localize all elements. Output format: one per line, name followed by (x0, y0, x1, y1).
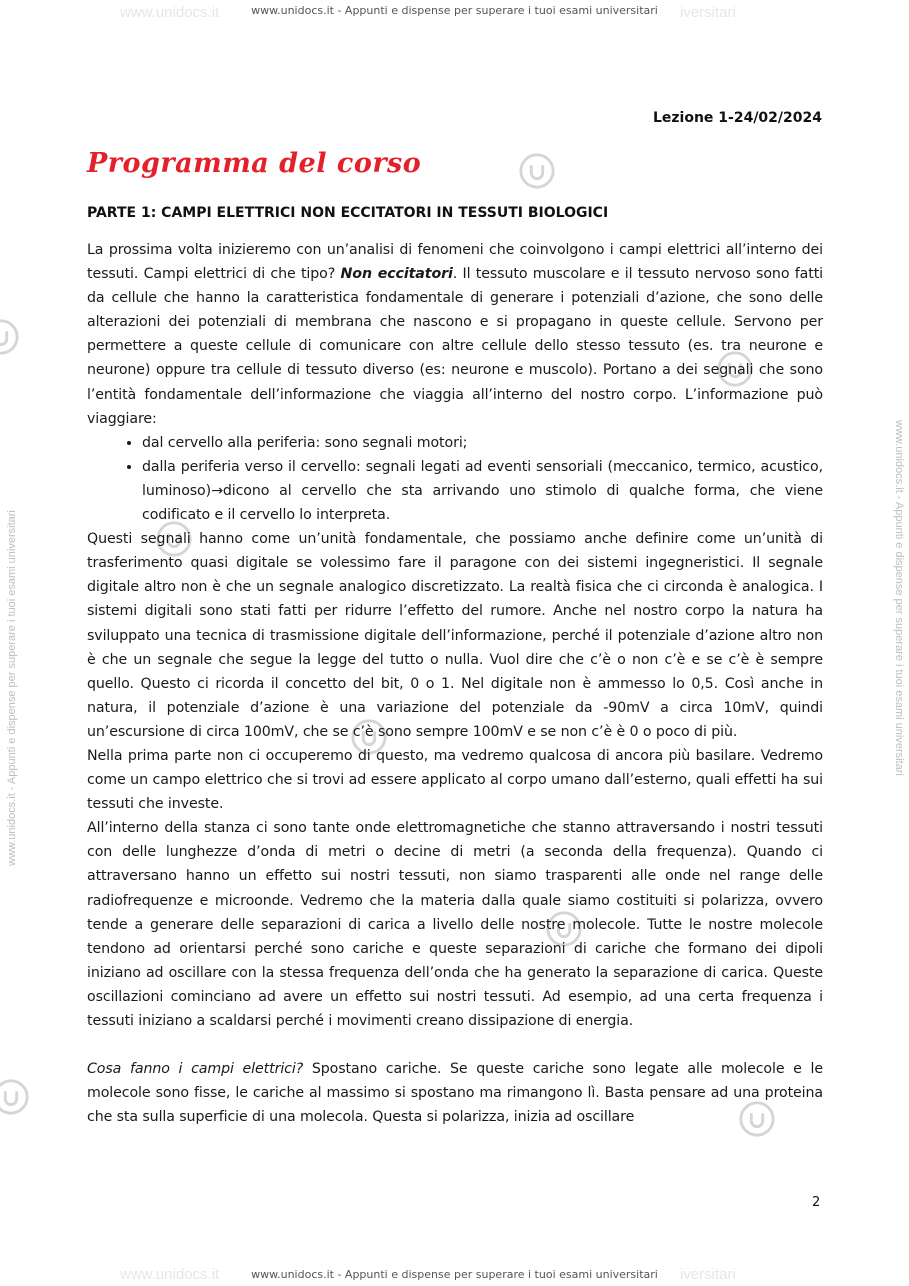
watermark-vertical-left: www.unidocs.it - Appunti e dispense per superare i tuoi esami universitari (6, 510, 18, 866)
lesson-date: Lezione 1-24/02/2024 (652, 110, 822, 126)
watermark-faint-top-right: iversitari (680, 4, 736, 21)
page-title: Programma del corso (87, 148, 422, 179)
watermark-banner-top: www.unidocs.it - Appunti e dispense per superare i tuoi esami universitari (251, 4, 658, 17)
watermark-faint-top: www.unidocs.it (120, 4, 220, 21)
paragraph-spacer (87, 1033, 823, 1057)
watermark-faint-bottom-right: iversitari (680, 1266, 736, 1283)
watermark-logo-icon (0, 1078, 30, 1116)
section-heading: PARTE 1: CAMPI ELETTRICI NON ECCITATORI IN TESSUTI BIOLOGICI (87, 205, 609, 221)
watermark-banner-bottom: www.unidocs.it - Appunti e dispense per superare i tuoi esami universitari (251, 1268, 658, 1281)
emphasis-non-eccitatori: Non eccitatori (340, 266, 453, 283)
paragraph: Nella prima parte non ci occuperemo di questo, ma vedremo qualcosa di ancora più basilare. Vedremo come un campo elettrico che si trovi ad essere applicato al corpo umano dall’esterno, quali effetti ha sui tessuti che investe. (87, 747, 823, 813)
page-number: 2 (812, 1195, 821, 1210)
watermark-vertical-right: www.unidocs.it - Appunti e dispense per superare i tuoi esami universitari (893, 420, 905, 776)
watermark-logo-icon (518, 152, 556, 190)
list-item: • dal cervello alla periferia: sono segnali motori; (142, 431, 823, 455)
paragraph: All’interno della stanza ci sono tante onde elettromagnetiche che stanno attraversando i nostri tessuti con delle lunghezze d’onda di metri o decine di metri (a seconda della frequenza). Quando ci attraversano hanno un effetto sui nostri tessuti, non siamo trasparenti alle onde nel range delle radiofrequenze e microonde. Vedremo che la materia dalla quale siamo costituiti si polarizza, ovvero tende a generare delle separazioni di carica a livello delle nostre molecole. Tutte le nostre molecole tendono ad orientarsi perché sono cariche e queste separazioni di cariche che formano dei dipoli iniziano ad oscillare con la stessa frequenza dell’onda che ha generato la separazione di carica. Queste oscillazioni cominciano ad avere un effetto sui nostri tessuti. Ad esempio, ad una certa frequenza i tessuti iniziano a scaldarsi perché i movimenti creano dissipazione di energia. (87, 820, 823, 1029)
document-body (87, 238, 823, 1129)
watermark-logo-icon (0, 318, 20, 356)
paragraph: Questi segnali hanno come un’unità fondamentale, che possiamo anche definire come un’unità di trasferimento quasi digitale se volessimo fare il paragone con dei sistemi ingegneristici. Il segnale digitale altro non è che un segnale analogico discretizzato. La realtà fisica che ci circonda è analogica. I sistemi digitali sono stati fatti per ridurre l’effetto del rumore. Anche nel nostro corpo la natura ha sviluppato una tecnica di trasmissione digitale dell’informazione, perché il potenziale d’azione altro non è che un segnale che segue la legge del tutto o nulla. Vuol dire che c’è o non c’è e se c’è è sempre quello. Questo ci ricorda il concetto del bit, 0 o 1. Nel digitale non è ammesso lo 0,5. Così anche in natura, il potenziale d’azione è una variazione del potenziale da -90mV a circa 10mV, quindi un’escursione di circa 100mV, che se c’è sono sempre 100mV e se non c’è è 0 o poco di più. (87, 531, 823, 740)
bullet-list (87, 431, 823, 527)
list-item: • dalla periferia verso il cervello: segnali legati ad eventi sensoriali (meccanico, termico, acustico, luminoso)→dicono al cervello che sta arrivando uno stimolo di qualche forma, che viene codificato e il cervello lo interpreta. (142, 455, 823, 527)
paragraph: Cosa fanno i campi elettrici? Spostano cariche. Se queste cariche sono legate alle molecole e le molecole sono fisse, le cariche al massimo si spostano ma rimangono lì. Basta pensare ad una proteina che sta sulla superficie di una molecola. Questa si polarizza, inizia ad oscillare (87, 1061, 823, 1126)
watermark-faint-bottom: www.unidocs.it (120, 1266, 220, 1283)
paragraph: La prossima volta inizieremo con un’analisi di fenomeni che coinvolgono i campi elettrici all’interno dei tessuti. Campi elettrici di che tipo? Non eccitatori. Il tessuto muscolare e il tessuto nervoso sono fatti da cellule che hanno la caratteristica fondamentale di generare i potenziali d’azione, che sono delle alterazioni dei potenziali di membrana che nascono e si propagano in queste cellule. Servono per permettere a queste cellule di comunicare con altre cellule dello stesso tessuto (es. tra neurone e neurone) oppure tra cellule di tessuto diverso (es: neurone e muscolo). Portano a dei segnali che sono l’entità fondamentale dell’informazione che viaggia all’interno del nostro corpo. L’informazione può viaggiare: (87, 242, 823, 427)
